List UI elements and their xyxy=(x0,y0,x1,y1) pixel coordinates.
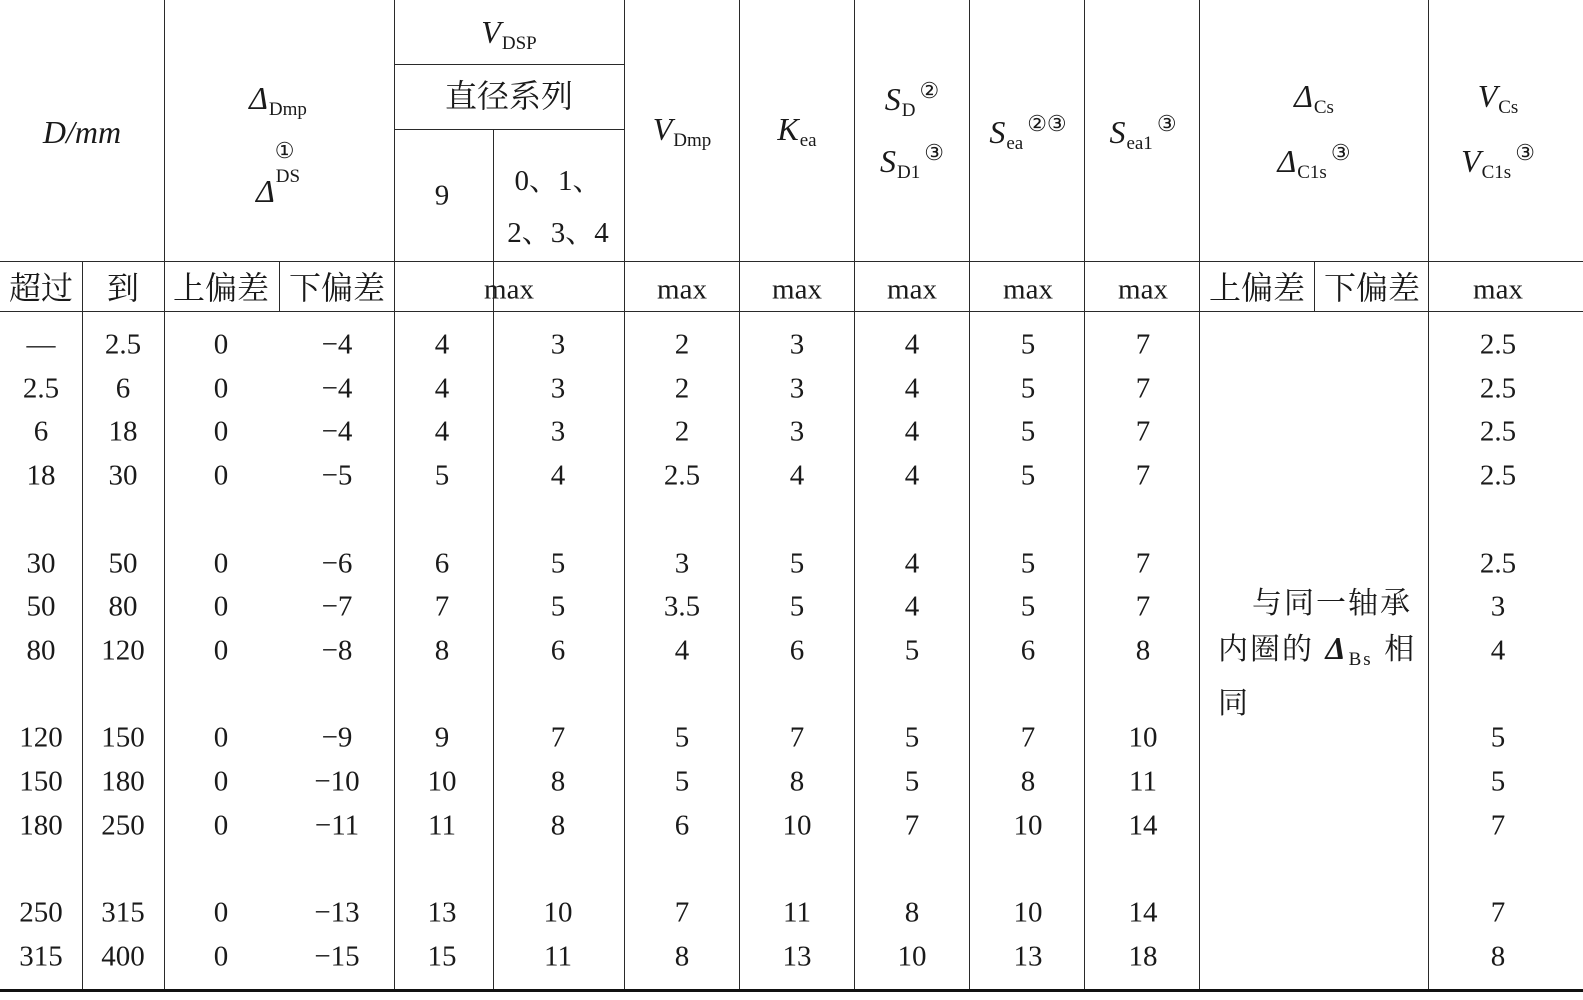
cell-to: 120 xyxy=(101,634,145,667)
cell-vdsp-other: 7 xyxy=(550,721,566,754)
horizontal-rule xyxy=(0,989,1583,992)
cell-lower: −8 xyxy=(321,634,353,667)
cell-sd: 10 xyxy=(897,940,927,973)
cell-over: 250 xyxy=(19,896,63,929)
cell-sea: 7 xyxy=(1020,721,1036,754)
vertical-rule xyxy=(624,0,625,989)
cell-vdsp-other: 5 xyxy=(550,590,566,623)
horizontal-rule xyxy=(0,261,1583,262)
cell-vdsp-9: 11 xyxy=(428,809,456,842)
cell-sd: 5 xyxy=(904,634,920,667)
cell-lower: −7 xyxy=(321,590,353,623)
vertical-rule xyxy=(279,261,280,311)
header-s-ea1: $S_{ea1}^③$ xyxy=(1109,111,1177,154)
cell-kea: 3 xyxy=(789,372,805,405)
cell-vcs: 5 xyxy=(1490,721,1506,754)
subheader-max-vcs: max xyxy=(1473,273,1523,306)
cell-vdsp-9: 8 xyxy=(434,634,450,667)
cell-lower: −5 xyxy=(321,459,353,492)
cell-vdsp-9: 10 xyxy=(427,765,457,798)
cell-vcs: 7 xyxy=(1490,809,1506,842)
cell-sd: 8 xyxy=(904,896,920,929)
subheader-lower: 下偏差 xyxy=(288,270,386,306)
cell-vcs: 4 xyxy=(1490,634,1506,667)
cell-vdsp-9: 15 xyxy=(427,940,457,973)
cell-upper: 0 xyxy=(213,328,229,361)
cell-sd: 4 xyxy=(904,372,920,405)
cell-sea1: 11 xyxy=(1129,765,1157,798)
cell-vdmp: 4 xyxy=(674,634,690,667)
cell-sea1: 14 xyxy=(1128,809,1158,842)
subheader-upper-cs: 上偏差 xyxy=(1208,270,1306,306)
cell-vdsp-other: 4 xyxy=(550,459,566,492)
cell-kea: 8 xyxy=(789,765,805,798)
cell-vdmp: 2.5 xyxy=(663,459,701,492)
vertical-rule xyxy=(1084,0,1085,989)
header-s-d: $S_D^②$ xyxy=(884,78,940,121)
cell-upper: 0 xyxy=(213,896,229,929)
cell-sea1: 8 xyxy=(1135,634,1151,667)
cell-kea: 11 xyxy=(783,896,811,929)
cell-over: 120 xyxy=(19,721,63,754)
cell-over: 150 xyxy=(19,765,63,798)
header-delta-cs: $\Delta_{Cs}$ xyxy=(1294,78,1334,118)
cell-vdsp-other: 3 xyxy=(550,415,566,448)
cell-kea: 6 xyxy=(789,634,805,667)
cell-lower: −4 xyxy=(321,328,353,361)
vertical-rule xyxy=(1199,0,1200,989)
vertical-rule xyxy=(1428,0,1429,989)
cell-sd: 4 xyxy=(904,547,920,580)
cell-vdsp-other: 6 xyxy=(550,634,566,667)
cell-sea: 5 xyxy=(1020,372,1036,405)
cell-kea: 7 xyxy=(789,721,805,754)
cell-vdsp-other: 8 xyxy=(550,765,566,798)
vertical-rule xyxy=(493,129,494,989)
cell-sd: 7 xyxy=(904,809,920,842)
cell-vdsp-other: 8 xyxy=(550,809,566,842)
header-k-ea: $K_{ea}$ xyxy=(777,111,817,151)
vertical-rule xyxy=(1314,261,1315,311)
cell-upper: 0 xyxy=(213,765,229,798)
cell-over: 30 xyxy=(26,547,56,580)
horizontal-rule xyxy=(0,311,1583,312)
subheader-max-sea1: max xyxy=(1118,273,1168,306)
subheader-lower-cs: 下偏差 xyxy=(1323,270,1421,306)
cell-sd: 4 xyxy=(904,415,920,448)
cell-vdsp-other: 3 xyxy=(550,328,566,361)
cell-vdsp-9: 7 xyxy=(434,590,450,623)
cell-sea1: 7 xyxy=(1135,372,1151,405)
cell-vdsp-other: 5 xyxy=(550,547,566,580)
cell-vdsp-9: 5 xyxy=(434,459,450,492)
horizontal-rule xyxy=(394,64,624,65)
cell-vdmp: 2 xyxy=(674,328,690,361)
header-delta-c1s: $\Delta_{C1s}^③$ xyxy=(1277,140,1351,183)
subheader-max-vdmp: max xyxy=(657,273,707,306)
note-line-2: 内圈的 $\Delta_{Bs}$ 相 xyxy=(1218,630,1417,670)
cell-upper: 0 xyxy=(213,809,229,842)
cell-sea: 5 xyxy=(1020,328,1036,361)
cell-sea: 8 xyxy=(1020,765,1036,798)
cell-vdmp: 6 xyxy=(674,809,690,842)
cell-sea1: 7 xyxy=(1135,459,1151,492)
cell-vcs: 8 xyxy=(1490,940,1506,973)
cell-vdmp: 2 xyxy=(674,372,690,405)
cell-to: 315 xyxy=(101,896,145,929)
header-s-ea: $S_{ea}^{②③}$ xyxy=(989,111,1067,154)
cell-to: 400 xyxy=(101,940,145,973)
header-delta-ds: Δ① $^{DS}$ xyxy=(255,138,301,209)
cell-to: 50 xyxy=(108,547,138,580)
cell-kea: 13 xyxy=(782,940,812,973)
cell-vdsp-9: 4 xyxy=(434,372,450,405)
header-series-9: 9 xyxy=(434,179,450,212)
cell-lower: −13 xyxy=(314,896,360,929)
header-delta-dmp: $\Delta_{Dmp}$ xyxy=(249,80,307,120)
cell-vcs: 5 xyxy=(1490,765,1506,798)
subheader-max-sea: max xyxy=(1003,273,1053,306)
cell-over: 2.5 xyxy=(22,372,60,405)
cell-upper: 0 xyxy=(213,415,229,448)
vertical-rule xyxy=(164,0,165,989)
cell-kea: 4 xyxy=(789,459,805,492)
cell-sea1: 14 xyxy=(1128,896,1158,929)
cell-vdsp-9: 9 xyxy=(434,721,450,754)
cell-kea: 5 xyxy=(789,547,805,580)
cell-to: 150 xyxy=(101,721,145,754)
cell-upper: 0 xyxy=(213,590,229,623)
cell-upper: 0 xyxy=(213,721,229,754)
vertical-rule xyxy=(854,0,855,989)
cell-to: 30 xyxy=(108,459,138,492)
subheader-max-sd: max xyxy=(887,273,937,306)
horizontal-rule xyxy=(394,129,624,130)
vertical-rule xyxy=(969,0,970,989)
cell-over: — xyxy=(26,328,56,361)
cell-vdmp: 5 xyxy=(674,765,690,798)
header-s-d1: $S_{D1}^③$ xyxy=(880,140,944,183)
cell-lower: −11 xyxy=(314,809,360,842)
cell-sea1: 18 xyxy=(1128,940,1158,973)
cell-vdsp-9: 6 xyxy=(434,547,450,580)
cell-sea1: 7 xyxy=(1135,328,1151,361)
cell-vdsp-9: 4 xyxy=(434,415,450,448)
cell-vcs: 2.5 xyxy=(1479,415,1517,448)
cell-upper: 0 xyxy=(213,459,229,492)
note-line-1: 与同一轴承 xyxy=(1252,586,1412,621)
subheader-over: 超过 xyxy=(8,270,74,306)
cell-sea1: 7 xyxy=(1135,590,1151,623)
cell-sd: 5 xyxy=(904,765,920,798)
cell-sea1: 10 xyxy=(1128,721,1158,754)
header-diameter-series: 直径系列 xyxy=(444,78,574,114)
cell-over: 50 xyxy=(26,590,56,623)
cell-over: 18 xyxy=(26,459,56,492)
header-v-dmp: $V_{Dmp}$ xyxy=(652,111,712,151)
cell-upper: 0 xyxy=(213,547,229,580)
cell-upper: 0 xyxy=(213,634,229,667)
cell-to: 180 xyxy=(101,765,145,798)
header-v-dsp: $V_{DSP}$ xyxy=(481,14,537,54)
cell-vdsp-other: 3 xyxy=(550,372,566,405)
cell-vdsp-other: 11 xyxy=(544,940,572,973)
cell-kea: 10 xyxy=(782,809,812,842)
cell-vdmp: 3 xyxy=(674,547,690,580)
cell-sd: 4 xyxy=(904,590,920,623)
cell-vcs: 2.5 xyxy=(1479,459,1517,492)
vertical-rule xyxy=(82,261,83,989)
cell-vdsp-9: 13 xyxy=(427,896,457,929)
cell-to: 2.5 xyxy=(104,328,142,361)
cell-vdmp: 7 xyxy=(674,896,690,929)
cell-lower: −4 xyxy=(321,415,353,448)
cell-lower: −6 xyxy=(321,547,353,580)
header-series-other: 0、1、 2、3、4 xyxy=(507,165,609,249)
cell-sea: 5 xyxy=(1020,547,1036,580)
cell-over: 6 xyxy=(33,415,49,448)
cell-upper: 0 xyxy=(213,372,229,405)
cell-over: 180 xyxy=(19,809,63,842)
cell-vcs: 2.5 xyxy=(1479,547,1517,580)
cell-to: 18 xyxy=(108,415,138,448)
cell-to: 6 xyxy=(115,372,131,405)
cell-sea: 5 xyxy=(1020,415,1036,448)
cell-vdmp: 3.5 xyxy=(663,590,701,623)
cell-lower: −4 xyxy=(321,372,353,405)
cell-sd: 4 xyxy=(904,459,920,492)
cell-to: 80 xyxy=(108,590,138,623)
note-cell-same-as-inner-ring xyxy=(1218,582,1416,726)
cell-vdmp: 2 xyxy=(674,415,690,448)
cell-sea1: 7 xyxy=(1135,547,1151,580)
cell-sd: 4 xyxy=(904,328,920,361)
cell-vdsp-9: 4 xyxy=(434,328,450,361)
header-v-c1s: $V_{C1s}^③$ xyxy=(1461,140,1535,183)
cell-sea: 5 xyxy=(1020,459,1036,492)
cell-vcs: 2.5 xyxy=(1479,372,1517,405)
cell-vcs: 2.5 xyxy=(1479,328,1517,361)
cell-sea: 10 xyxy=(1013,809,1043,842)
cell-over: 80 xyxy=(26,634,56,667)
cell-kea: 3 xyxy=(789,415,805,448)
cell-lower: −9 xyxy=(321,721,353,754)
cell-vdmp: 5 xyxy=(674,721,690,754)
vertical-rule xyxy=(739,0,740,989)
vertical-rule xyxy=(394,0,395,989)
cell-lower: −10 xyxy=(314,765,360,798)
cell-upper: 0 xyxy=(213,940,229,973)
subheader-upper: 上偏差 xyxy=(172,270,270,306)
cell-sea: 13 xyxy=(1013,940,1043,973)
cell-sea: 6 xyxy=(1020,634,1036,667)
cell-kea: 3 xyxy=(789,328,805,361)
note-line-3: 同 xyxy=(1218,686,1248,721)
cell-vcs: 7 xyxy=(1490,896,1506,929)
cell-vdmp: 8 xyxy=(674,940,690,973)
subheader-max-kea: max xyxy=(772,273,822,306)
cell-sd: 5 xyxy=(904,721,920,754)
cell-sea1: 7 xyxy=(1135,415,1151,448)
cell-vcs: 3 xyxy=(1490,590,1506,623)
subheader-to: 到 xyxy=(106,270,140,306)
subheader-max-vdsp: max xyxy=(484,273,534,306)
header-v-cs: $V_{Cs}$ xyxy=(1477,78,1519,118)
cell-kea: 5 xyxy=(789,590,805,623)
cell-vdsp-other: 10 xyxy=(543,896,573,929)
header-d-mm: D/mm xyxy=(42,114,122,150)
cell-lower: −15 xyxy=(314,940,360,973)
cell-over: 315 xyxy=(19,940,63,973)
cell-sea: 5 xyxy=(1020,590,1036,623)
cell-to: 250 xyxy=(101,809,145,842)
cell-sea: 10 xyxy=(1013,896,1043,929)
